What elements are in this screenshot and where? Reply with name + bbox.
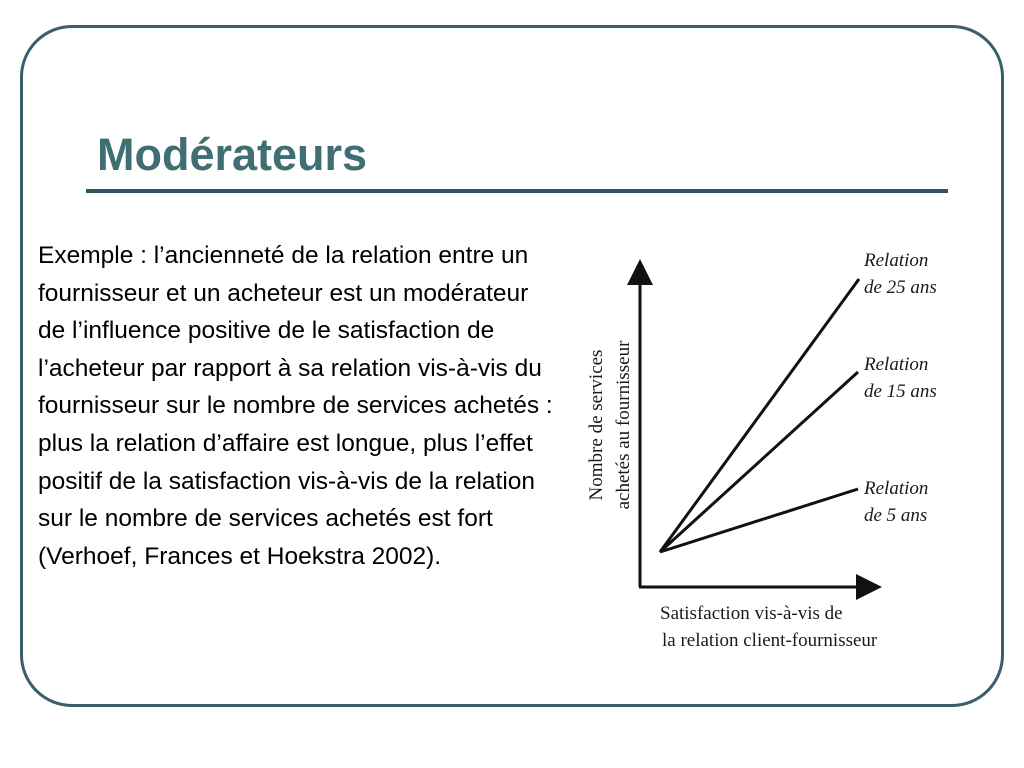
- line-label-15-line2: de 15 ans: [864, 381, 937, 402]
- x-axis-label-line1: Satisfaction vis-à-vis de: [660, 603, 843, 624]
- line-label-25-line2: de 25 ans: [864, 277, 937, 298]
- line-label-5-line1: Relation: [864, 478, 929, 499]
- relation-line-5-years: [660, 489, 858, 552]
- moderator-diagram: [570, 235, 990, 665]
- relation-line-25-years: [660, 279, 859, 552]
- x-axis-label-line2: la relation client-fournisseur: [662, 630, 878, 651]
- x-axis-arrowhead: [856, 574, 882, 600]
- body-text: Exemple : l’ancienneté de la relation entre un fournisseur et un acheteur est un modérateur de l’influence positive de le satisfaction de l’acheteur par rapport à sa relation vis-à-vis du fournisseur sur le nombre de services achetés : plus la relation d’affaire est longue, plus l’effet positif de la satisfaction vis-à-vis de la relation sur le nombre de services achetés est fort (Verhoef, Frances et Hoekstra 2002).: [38, 242, 553, 570]
- y-axis-label-line1: Nombre de services: [586, 349, 607, 501]
- line-label-25-line1: Relation: [864, 250, 929, 271]
- slide-title: Modérateurs: [97, 129, 368, 180]
- y-axis-label-line2: achetés au fournisseur: [613, 340, 634, 510]
- y-axis-arrowhead: [627, 259, 653, 285]
- moderator-diagram-svg: [570, 235, 990, 665]
- line-label-15-line1: Relation: [864, 354, 929, 375]
- y-axis-label: [586, 340, 634, 509]
- title-divider: [86, 189, 948, 193]
- line-label-5-line2: de 5 ans: [864, 505, 928, 526]
- relation-line-15-years: [660, 372, 858, 552]
